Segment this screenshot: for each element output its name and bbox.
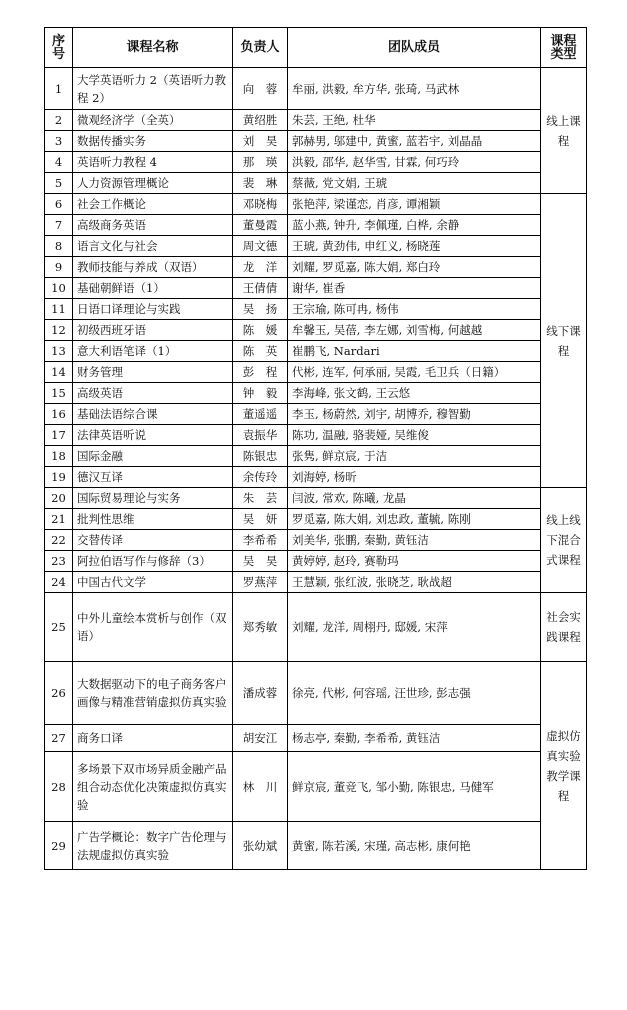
row-course-name: 数据传播实务: [73, 131, 233, 152]
row-course-name: 意大利语笔译（1）: [73, 341, 233, 362]
row-index: 4: [45, 152, 73, 173]
row-leader: 黄绍胜: [233, 110, 288, 131]
table-row: [45, 173, 587, 194]
row-course-name: 商务口译: [73, 725, 233, 752]
course-type-virtual-sim: 虚拟仿真实验教学课程: [541, 662, 587, 870]
table-row: [45, 320, 587, 341]
row-index: 17: [45, 425, 73, 446]
row-leader: 吴 昊: [233, 551, 288, 572]
row-index: 11: [45, 299, 73, 320]
row-leader: 钟 毅: [233, 383, 288, 404]
row-index: 7: [45, 215, 73, 236]
row-team: 崔鹏飞, Nardari: [288, 341, 541, 362]
row-team: 杨志亭, 秦勤, 李希希, 黄钰洁: [288, 725, 541, 752]
table-row: [45, 509, 587, 530]
row-team: 刘耀, 龙洋, 周栩丹, 邸媛, 宋萍: [288, 593, 541, 662]
row-team: 郭赫男, 邬建中, 黄蜜, 蓝若宇, 刘晶晶: [288, 131, 541, 152]
table-row: [45, 530, 587, 551]
row-index: 28: [45, 752, 73, 822]
row-index: 8: [45, 236, 73, 257]
row-course-name: 语言文化与社会: [73, 236, 233, 257]
row-course-name: 高级商务英语: [73, 215, 233, 236]
table-row: [45, 152, 587, 173]
row-course-name: 中国古代文学: [73, 572, 233, 593]
row-team: 刘海婷, 杨昕: [288, 467, 541, 488]
row-team: 徐亮, 代彬, 何容瑶, 汪世珍, 彭志强: [288, 662, 541, 725]
row-leader: 潘成蓉: [233, 662, 288, 725]
table-row: [45, 110, 587, 131]
row-leader: 朱 芸: [233, 488, 288, 509]
row-index: 20: [45, 488, 73, 509]
row-index: 24: [45, 572, 73, 593]
row-team: 代彬, 连军, 何承丽, 吴霞, 毛卫兵（日籍）: [288, 362, 541, 383]
row-leader: 林 川: [233, 752, 288, 822]
row-index: 25: [45, 593, 73, 662]
row-index: 10: [45, 278, 73, 299]
row-leader: 陈银忠: [233, 446, 288, 467]
table-row: [45, 425, 587, 446]
row-course-name: 德汉互译: [73, 467, 233, 488]
table-row: [45, 488, 587, 509]
row-course-name: 交替传译: [73, 530, 233, 551]
row-team: 陈功, 温融, 骆裴娅, 吴维俊: [288, 425, 541, 446]
row-course-name: 英语听力教程 4: [73, 152, 233, 173]
row-index: 1: [45, 68, 73, 110]
table-row: [45, 341, 587, 362]
row-leader: 刘 昊: [233, 131, 288, 152]
table-row: [45, 236, 587, 257]
table-row: [45, 822, 587, 870]
row-leader: 那 瑛: [233, 152, 288, 173]
row-leader: 向 蓉: [233, 68, 288, 110]
row-index: 29: [45, 822, 73, 870]
table-row: [45, 278, 587, 299]
table-row: [45, 662, 587, 725]
table-row: [45, 362, 587, 383]
row-leader: 彭 程: [233, 362, 288, 383]
row-team: 刘耀, 罗觅嘉, 陈大娟, 郑白玲: [288, 257, 541, 278]
row-course-name: 基础朝鲜语（1）: [73, 278, 233, 299]
table-row: [45, 68, 587, 110]
row-index: 14: [45, 362, 73, 383]
table-row: [45, 404, 587, 425]
row-course-name: 微观经济学（全英）: [73, 110, 233, 131]
row-leader: 袁振华: [233, 425, 288, 446]
table-row: [45, 446, 587, 467]
row-team: 牟丽, 洪毅, 牟方华, 张琦, 马武林: [288, 68, 541, 110]
course-type-blended: 线上线下混合式课程: [541, 488, 587, 593]
row-course-name: 广告学概论：数字广告伦理与法规虚拟仿真实验: [73, 822, 233, 870]
row-team: 鲜京宸, 董竞飞, 邹小勤, 陈银忠, 马健军: [288, 752, 541, 822]
row-team: 刘美华, 张鹏, 秦勤, 黄钰洁: [288, 530, 541, 551]
row-index: 27: [45, 725, 73, 752]
table-row: [45, 593, 587, 662]
row-index: 16: [45, 404, 73, 425]
row-team: 黄蜜, 陈若溪, 宋瑾, 高志彬, 康何艳: [288, 822, 541, 870]
row-index: 5: [45, 173, 73, 194]
row-course-name: 中外儿童绘本赏析与创作（双语）: [73, 593, 233, 662]
row-leader: 王倩倩: [233, 278, 288, 299]
row-index: 2: [45, 110, 73, 131]
course-type-online: 线上课程: [541, 68, 587, 194]
header-team: 团队成员: [288, 28, 541, 68]
row-index: 15: [45, 383, 73, 404]
header-leader: 负责人: [233, 28, 288, 68]
table-row: [45, 215, 587, 236]
row-leader: 吴 扬: [233, 299, 288, 320]
table-row: [45, 257, 587, 278]
row-course-name: 高级英语: [73, 383, 233, 404]
row-leader: 罗燕萍: [233, 572, 288, 593]
row-course-name: 多场景下双市场异质金融产品组合动态优化决策虚拟仿真实验: [73, 752, 233, 822]
row-leader: 董遥遥: [233, 404, 288, 425]
table-row: [45, 551, 587, 572]
row-index: 19: [45, 467, 73, 488]
row-leader: 余传玲: [233, 467, 288, 488]
row-leader: 周文德: [233, 236, 288, 257]
course-type-offline: 线下课程: [541, 194, 587, 488]
row-leader: 陈 英: [233, 341, 288, 362]
row-team: 闫波, 常欢, 陈曦, 龙晶: [288, 488, 541, 509]
row-course-name: 大学英语听力 2（英语听力教程 2）: [73, 68, 233, 110]
table-header-row: [45, 28, 587, 68]
table-row: [45, 383, 587, 404]
row-team: 王琥, 黄劲伟, 申红义, 杨晓莲: [288, 236, 541, 257]
row-team: 李海峰, 张文鹤, 王云悠: [288, 383, 541, 404]
row-team: 黄婷婷, 赵玲, 赛勒玛: [288, 551, 541, 572]
row-team: 罗觅嘉, 陈大娟, 刘忠政, 董毓, 陈刚: [288, 509, 541, 530]
row-leader: 董曼霞: [233, 215, 288, 236]
row-leader: 胡安江: [233, 725, 288, 752]
row-team: 朱芸, 王绝, 杜华: [288, 110, 541, 131]
row-course-name: 日语口译理论与实践: [73, 299, 233, 320]
row-index: 26: [45, 662, 73, 725]
row-course-name: 教师技能与养成（双语）: [73, 257, 233, 278]
row-course-name: 批判性思维: [73, 509, 233, 530]
row-leader: 龙 洋: [233, 257, 288, 278]
row-course-name: 国际贸易理论与实务: [73, 488, 233, 509]
row-index: 22: [45, 530, 73, 551]
row-course-name: 法律英语听说: [73, 425, 233, 446]
row-index: 9: [45, 257, 73, 278]
row-course-name: 基础法语综合课: [73, 404, 233, 425]
row-team: 洪毅, 邵华, 赵华雪, 甘霖, 何巧玲: [288, 152, 541, 173]
table-row: [45, 131, 587, 152]
row-team: 张艳萍, 梁谨恋, 肖彦, 谭湘颖: [288, 194, 541, 215]
row-team: 谢华, 崔香: [288, 278, 541, 299]
row-course-name: 人力资源管理概论: [73, 173, 233, 194]
row-team: 王慧颖, 张红波, 张晓芝, 耿战超: [288, 572, 541, 593]
row-course-name: 国际金融: [73, 446, 233, 467]
row-index: 23: [45, 551, 73, 572]
table-row: [45, 194, 587, 215]
row-team: 蔡薇, 党文娟, 王琥: [288, 173, 541, 194]
row-course-name: 大数据驱动下的电子商务客户画像与精准营销虚拟仿真实验: [73, 662, 233, 725]
row-index: 3: [45, 131, 73, 152]
row-team: 王宗瑜, 陈可冉, 杨伟: [288, 299, 541, 320]
header-index: 序号: [45, 28, 73, 68]
table-row: [45, 725, 587, 752]
row-team: 张隽, 鲜京宸, 于洁: [288, 446, 541, 467]
course-type-social-practice: 社会实践课程: [541, 593, 587, 662]
table-row: [45, 467, 587, 488]
table-row: [45, 752, 587, 822]
row-team: 牟馨玉, 吴蓓, 李左娜, 刘雪梅, 何越越: [288, 320, 541, 341]
row-course-name: 财务管理: [73, 362, 233, 383]
header-course-type: 课程类型: [541, 28, 587, 68]
row-index: 18: [45, 446, 73, 467]
row-leader: 郑秀敏: [233, 593, 288, 662]
header-course-name: 课程名称: [73, 28, 233, 68]
row-leader: 张幼斌: [233, 822, 288, 870]
course-table: [44, 27, 587, 870]
row-index: 21: [45, 509, 73, 530]
table-row: [45, 572, 587, 593]
row-leader: 陈 媛: [233, 320, 288, 341]
row-team: 李玉, 杨蔚然, 刘宇, 胡博乔, 穆智勤: [288, 404, 541, 425]
row-leader: 裴 琳: [233, 173, 288, 194]
table-row: [45, 299, 587, 320]
row-course-name: 初级西班牙语: [73, 320, 233, 341]
row-index: 6: [45, 194, 73, 215]
row-course-name: 阿拉伯语写作与修辞（3）: [73, 551, 233, 572]
row-index: 12: [45, 320, 73, 341]
row-course-name: 社会工作概论: [73, 194, 233, 215]
row-index: 13: [45, 341, 73, 362]
row-leader: 吴 妍: [233, 509, 288, 530]
row-team: 蓝小燕, 钟升, 李佩瑾, 白桦, 余静: [288, 215, 541, 236]
row-leader: 邓晓梅: [233, 194, 288, 215]
row-leader: 李希希: [233, 530, 288, 551]
